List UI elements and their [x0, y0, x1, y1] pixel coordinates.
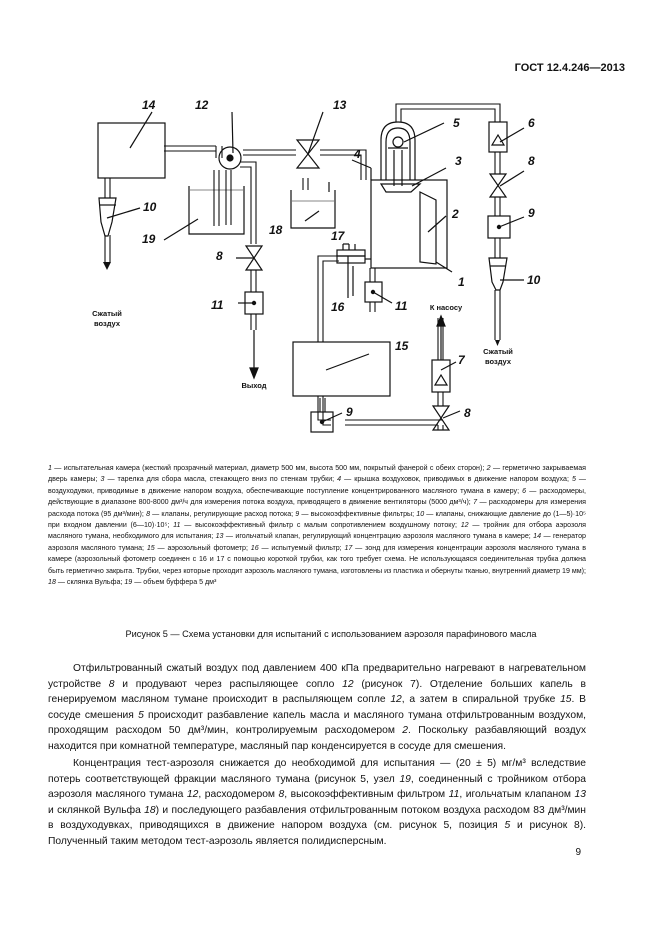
- legend-number: 18: [48, 578, 56, 587]
- legend-text: — крышка воздуховок, приводимых в движение напором воздуха;: [341, 475, 572, 484]
- legend-text: — игольчатый клапан, регулирующий концентрацию аэрозоля масляного тумана в камере;: [223, 532, 534, 541]
- label-8-right: 8: [528, 154, 535, 168]
- paragraph-text: , соединенный с тройником отбора аэрозоля масляного тумана: [48, 773, 586, 801]
- label-6: 6: [528, 116, 535, 130]
- item-reference: 5: [138, 709, 144, 721]
- paragraph-text: . В сосуде смешения: [48, 694, 586, 721]
- exit-label: Выход: [241, 381, 267, 390]
- aerosol-generator-14: [98, 123, 165, 178]
- label-14: 14: [142, 98, 156, 112]
- item-reference: 18: [144, 804, 156, 816]
- legend-number: 4: [337, 475, 342, 484]
- legend-number: 9: [295, 509, 300, 518]
- item-reference: 19: [399, 773, 411, 785]
- legend-text: — склянка Вульфа;: [55, 578, 125, 587]
- legend-number: 1: [48, 464, 52, 472]
- label-5: 5: [453, 116, 460, 130]
- legend-text: — клапаны, снижающие давление до (1—5)·10⁵ при входном давлении (6—10)·10⁵;: [48, 509, 586, 530]
- compressed-air-right-line2: воздух: [484, 357, 512, 366]
- label-11-middle: 11: [395, 299, 408, 313]
- flowmeter-7: [432, 360, 456, 392]
- item-reference: 15: [560, 694, 572, 706]
- item-reference: 8: [278, 789, 285, 801]
- legend-text: — испытательная камера (жесткий прозрачный материал, диаметр 500 мм, высота 500 мм, покрытый фанерой с обеих сторон);: [51, 464, 487, 472]
- paragraph-text: и склянкой Вульфа: [48, 804, 145, 816]
- label-10-left: 10: [143, 200, 157, 214]
- label-13: 13: [333, 98, 347, 112]
- label-8-bottom: 8: [464, 406, 471, 420]
- buffer-19: [189, 186, 244, 234]
- document-header: ГОСТ 12.4.246—2013: [514, 62, 625, 74]
- valve-8-right: [490, 174, 506, 197]
- paragraph-text: и рисунок 8). Полученный таким методом тест-аэрозоль является полидисперсным.: [48, 820, 586, 847]
- legend-number: 15: [146, 543, 155, 552]
- legend-text: — клапаны, регулирующие расход потока;: [150, 509, 296, 518]
- legend-number: 2: [486, 464, 491, 472]
- chamber-door-2: [420, 192, 436, 264]
- paragraph-2: [48, 756, 586, 850]
- label-12: 12: [195, 98, 209, 112]
- pressure-reducer-10-right: [489, 258, 507, 290]
- label-16: 16: [331, 300, 345, 314]
- legend-text: — генератор аэрозоля масляного тумана;: [48, 532, 586, 552]
- paragraph-text: Отфильтрованный сжатый воздух под давлением 400 кПа предварительно нагревают в нагревательном устройстве: [48, 663, 586, 690]
- paragraph-text: , высокоэффективным фильтром: [284, 789, 449, 801]
- compressed-air-left-line1: Сжатый: [92, 309, 122, 318]
- legend-number: 13: [215, 532, 224, 541]
- compressed-air-left-line2: воздух: [93, 319, 121, 328]
- legend-number: 11: [173, 521, 181, 530]
- legend-text: — расходомеры, действующие в диапазоне 800-8000 дм³/ч для измерения потока воздуха, приводящего в движение вентиляторы (5000 дм³/ч);: [48, 486, 586, 507]
- legend-text: — тарелка для сбора масла, стекающего вниз по стенкам трубки;: [104, 475, 338, 484]
- pipes: [105, 104, 500, 430]
- item-reference: 5: [504, 820, 511, 832]
- legend-number: 16: [250, 543, 259, 552]
- air-blower-5: [381, 122, 444, 186]
- figure-caption: Рисунок 5 — Схема установки для испытаний с использованием аэрозоля парафинового масла: [125, 629, 537, 639]
- legend-number: 12: [460, 521, 469, 530]
- label-2: 2: [452, 207, 459, 221]
- label-10-right: 10: [527, 273, 541, 287]
- label-3: 3: [455, 154, 462, 168]
- label-17: 17: [331, 229, 345, 243]
- item-reference: 12: [342, 678, 354, 690]
- figure-legend: [48, 463, 586, 588]
- legend-number: 5: [571, 475, 576, 484]
- item-reference: 2: [402, 725, 409, 737]
- legend-text: — тройник для отбора аэрозоля масляного тумана, необходимого для испытания;: [48, 521, 586, 541]
- legend-text: — объем буффера 5 дм³: [132, 578, 217, 587]
- label-9-right: 9: [528, 206, 535, 220]
- label-9-bottom: 9: [346, 405, 353, 419]
- legend-number: 14: [533, 532, 542, 541]
- aerosol-photometer-15: [293, 342, 390, 396]
- legend-number: 6: [522, 486, 527, 495]
- flowmeter-6: [489, 122, 524, 152]
- woulff-bottle-18: [291, 190, 335, 228]
- legend-text: — испытуемый фильтр;: [258, 543, 345, 552]
- legend-number: 8: [146, 509, 151, 518]
- probe-17: [337, 244, 365, 256]
- label-1: 1: [458, 275, 465, 289]
- legend-number: 10: [416, 509, 425, 518]
- test-filter-16: [337, 256, 365, 298]
- item-reference: 12: [390, 694, 402, 706]
- legend-text: — герметично закрываемая дверь камеры;: [48, 464, 586, 484]
- paragraph-text: . Поскольку разбавляющий воздух находится при комнатной температуре, масляный пар конденсируется в сосуде для смешения.: [48, 725, 586, 752]
- page-number: 9: [575, 847, 581, 858]
- paragraph-text: , игольчатым клапаном: [459, 789, 575, 801]
- item-reference: 8: [108, 678, 115, 690]
- label-4: 4: [354, 147, 361, 161]
- label-18: 18: [269, 223, 283, 237]
- paragraph-text: (рисунок 7). Отделение больших капель в генерируемом масляном тумане происходит в распыляющем сопле: [48, 678, 586, 706]
- legend-number: 19: [124, 578, 133, 587]
- legend-text: — высокоэффективный фильтр с малым сопротивлением воздушному потоку;: [180, 521, 461, 530]
- paragraph-text: ) и последующего разбавления отфильтрованным потоком воздуха расходом 83 дм³/мин в воздуходувках, приводящихся в движение напором воздуха (см. рисунок 5, позиция: [48, 804, 586, 832]
- paragraph-text: , а затем в спиральной трубке: [401, 694, 561, 706]
- label-11-left: 11: [211, 298, 224, 312]
- valve-8-bottom: [433, 406, 449, 430]
- legend-text: — высокоэффективные фильтры;: [299, 509, 417, 518]
- item-reference: 12: [186, 789, 199, 801]
- paragraph-text: и продувают через распыляющее сопло: [114, 678, 343, 690]
- legend-number: 7: [473, 498, 478, 507]
- item-reference: 13: [574, 789, 587, 801]
- legend-number: 3: [100, 475, 105, 484]
- compressed-air-right-line1: Сжатый: [483, 347, 513, 356]
- paragraph-text: , расходомером: [198, 789, 279, 801]
- legend-text: — воздуходувки, приводимые в движение напором воздуха, обеспечивающие поступление концентрированного масляного тумана в камеру;: [48, 475, 586, 495]
- label-8-left: 8: [216, 249, 223, 263]
- legend-number: 17: [344, 543, 353, 552]
- paragraph-1: [48, 661, 586, 755]
- legend-text: — аэрозольный фотометр;: [154, 543, 251, 552]
- pressure-reducer-10-left: [99, 198, 116, 236]
- label-7: 7: [458, 353, 465, 367]
- label-19: 19: [142, 232, 156, 246]
- to-pump-label: К насосу: [429, 303, 463, 312]
- label-15: 15: [395, 339, 409, 353]
- item-reference: 11: [448, 789, 460, 801]
- paragraph-text: Концентрация тест-аэрозоля снижается до необходимой для испытания — (20 ± 5) мг/м³ вследствие потерь соответствующей фракции масляного тумана (рисунок 5, узел: [48, 758, 586, 785]
- paragraph-text: происходит разбавление капель масла и масляного тумана отфильтрованным воздухом, проходящим расходом 50 дм³/мин, контролируемым расходомером: [48, 709, 587, 737]
- setup-diagram: [0, 0, 661, 460]
- legend-text: — расходомеры для измерения расхода потока (95 дм³/мин);: [48, 498, 586, 518]
- legend-text: — зонд для измерения концентрации аэрозоля масляного тумана в камере (аэрозольный фотометр соединен с 16 и 17 с помощью короткой трубки, как того требует схема. Не использующаяся соединительная трубка должна быть герметично закрыта. Трубки, через которые проходит аэрозоль масляного тумана, изготовлены из пластика и обернуты тканью, внутренний диаметр 19 мм);: [48, 543, 586, 575]
